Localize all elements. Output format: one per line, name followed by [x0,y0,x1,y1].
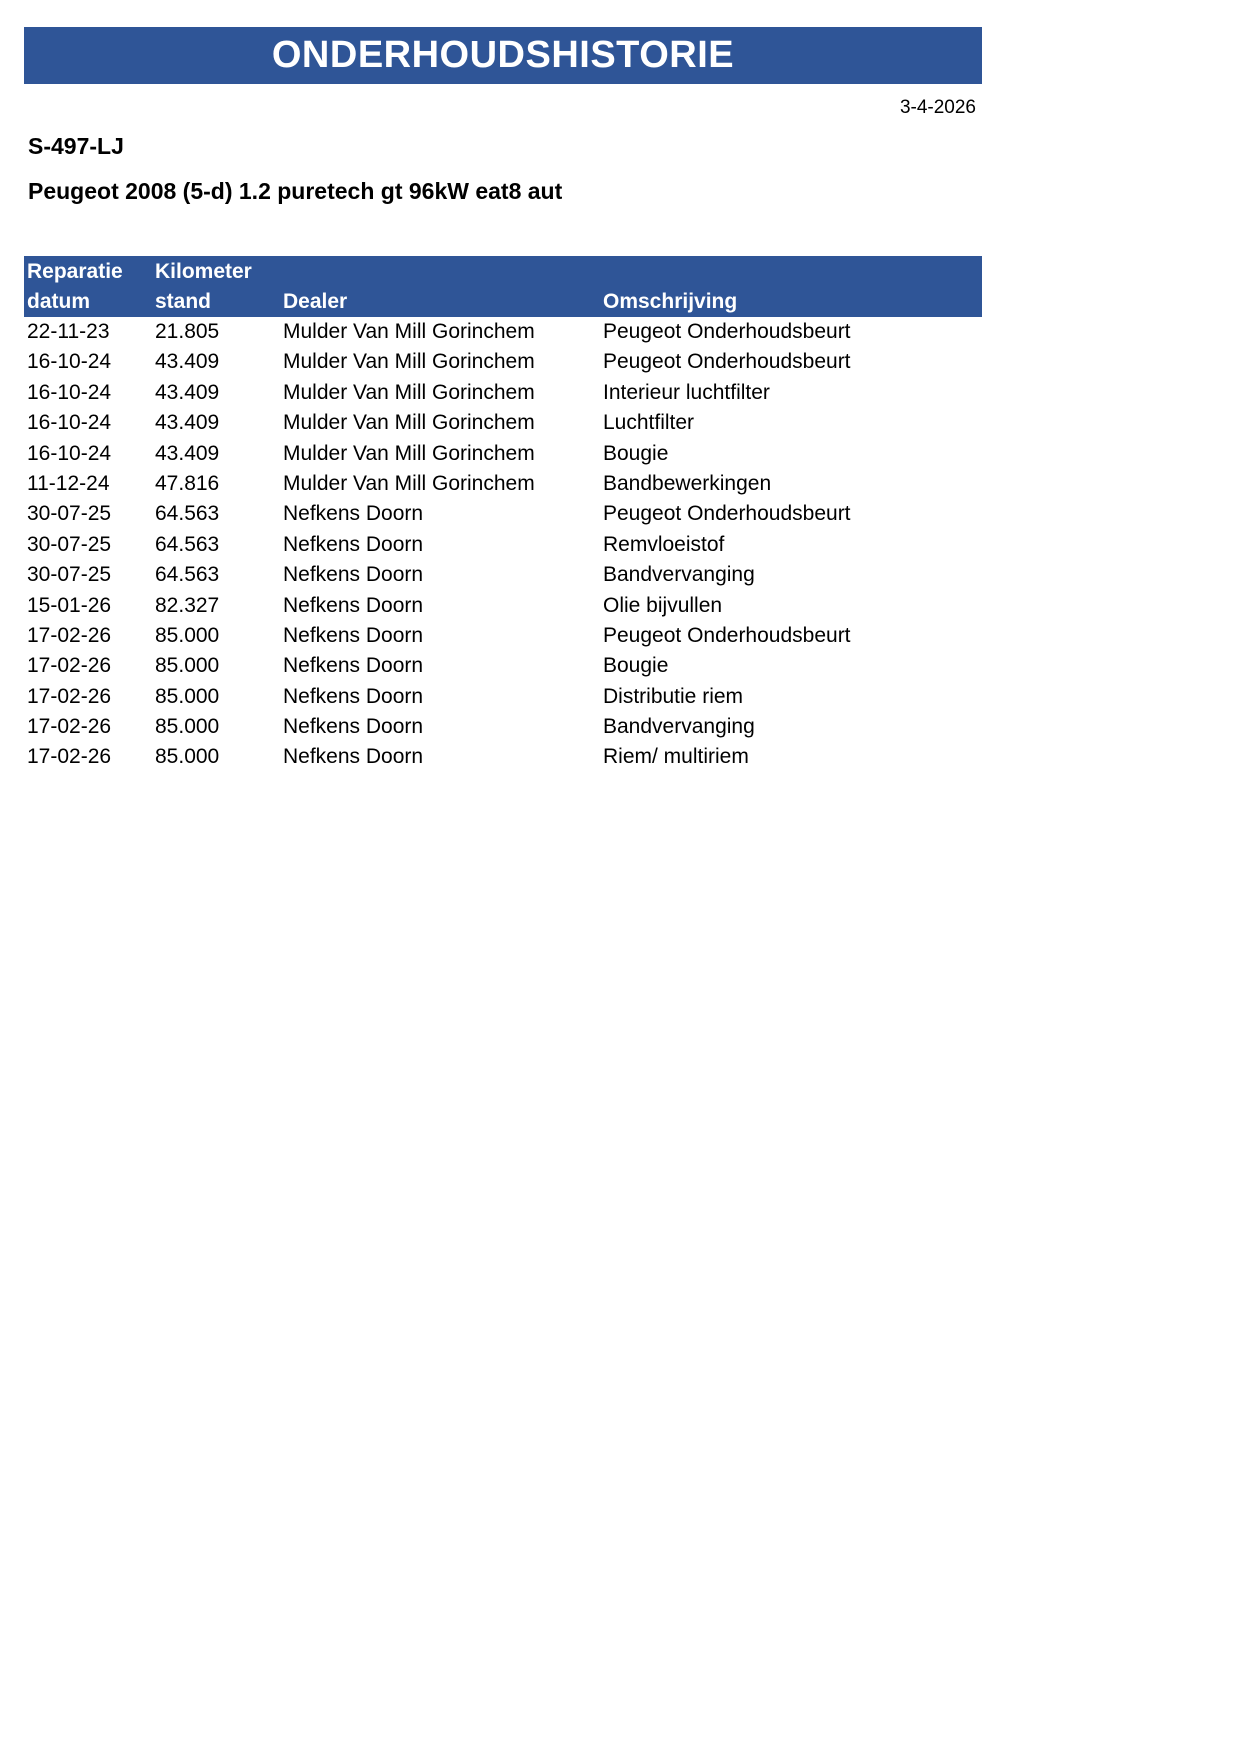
header-description: Omschrijving [603,290,738,313]
header-date-line2: datum [27,290,90,313]
table-row [24,621,982,651]
header-km-line2: stand [155,290,212,313]
cell-description: Luchtfilter [603,411,695,435]
cell-date: 11-12-24 [27,471,110,495]
cell-km: 85.000 [155,745,220,769]
page-title-text: ONDERHOUDSHISTORIE [271,34,735,76]
cell-dealer: Nefkens Doorn [283,715,424,739]
cell-description: Bougie [603,654,669,678]
cell-date: 15-01-26 [27,593,112,617]
cell-dealer: Nefkens Doorn [283,745,424,769]
cell-km: 21.805 [155,320,220,343]
cell-date: 16-10-24 [27,411,112,435]
table-row [24,469,982,499]
cell-description: Riem/ multiriem [603,745,749,769]
table-row [24,378,982,408]
cell-date: 17-02-26 [27,684,112,708]
cell-km: 43.409 [155,350,220,374]
cell-description: Peugeot Onderhoudsbeurt [603,350,851,374]
license-plate: S-497-LJ [28,133,124,159]
cell-date: 17-02-26 [27,715,112,739]
cell-dealer: Nefkens Doorn [283,563,424,587]
cell-dealer: Mulder Van Mill Gorinchem [283,471,535,495]
cell-date: 16-10-24 [27,350,112,374]
cell-date: 16-10-24 [27,441,112,465]
cell-description: Bougie [603,441,669,465]
cell-dealer: Mulder Van Mill Gorinchem [283,350,535,374]
cell-km: 47.816 [155,471,220,495]
table-row [24,439,982,469]
cell-description: Interieur luchtfilter [603,380,770,404]
table-row [24,682,982,712]
cell-date: 30-07-25 [27,532,112,556]
table-row [24,591,982,621]
page-title [24,27,982,84]
cell-dealer: Nefkens Doorn [283,532,424,556]
cell-km: 85.000 [155,623,220,647]
cell-dealer: Nefkens Doorn [283,502,424,526]
table-row [24,560,982,590]
cell-date: 30-07-25 [27,502,112,526]
table-header [24,256,982,317]
cell-km: 82.327 [155,593,220,617]
table-row [24,317,982,347]
table-body [24,317,982,773]
cell-km: 85.000 [155,715,220,739]
cell-dealer: Nefkens Doorn [283,654,424,678]
cell-dealer: Nefkens Doorn [283,684,424,708]
cell-km: 64.563 [155,502,220,526]
cell-date: 30-07-25 [27,563,112,587]
cell-description: Peugeot Onderhoudsbeurt [603,320,851,343]
cell-dealer: Mulder Van Mill Gorinchem [283,411,535,435]
cell-description: Peugeot Onderhoudsbeurt [603,502,851,526]
maintenance-table [24,256,982,773]
cell-dealer: Mulder Van Mill Gorinchem [283,320,535,343]
cell-km: 85.000 [155,684,220,708]
cell-description: Distributie riem [603,684,744,708]
cell-description: Bandbewerkingen [603,471,772,495]
header-km-line1: Kilometer [155,260,252,283]
cell-dealer: Nefkens Doorn [283,593,424,617]
header-date-line1: Reparatie [27,260,123,283]
cell-description: Peugeot Onderhoudsbeurt [603,623,851,647]
cell-date: 16-10-24 [27,380,112,404]
cell-km: 43.409 [155,441,220,465]
table-row [24,651,982,681]
table-row [24,530,982,560]
table-row [24,408,982,438]
cell-date: 22-11-23 [27,320,110,343]
cell-km: 85.000 [155,654,220,678]
cell-date: 17-02-26 [27,745,112,769]
table-row [24,347,982,377]
cell-description: Bandvervanging [603,715,755,739]
cell-description: Bandvervanging [603,563,755,587]
cell-km: 43.409 [155,380,220,404]
document-date: 3-4-2026 [899,97,976,118]
cell-dealer: Nefkens Doorn [283,623,424,647]
header-dealer: Dealer [283,290,348,313]
cell-description: Olie bijvullen [603,593,723,617]
cell-date: 17-02-26 [27,623,112,647]
vehicle-description: Peugeot 2008 (5-d) 1.2 puretech gt 96kW eat8 aut [28,178,563,204]
cell-km: 64.563 [155,532,220,556]
cell-km: 43.409 [155,411,220,435]
cell-dealer: Mulder Van Mill Gorinchem [283,441,535,465]
cell-dealer: Mulder Van Mill Gorinchem [283,380,535,404]
cell-date: 17-02-26 [27,654,112,678]
cell-description: Remvloeistof [603,532,725,556]
cell-km: 64.563 [155,563,220,587]
table-row [24,712,982,742]
table-row [24,499,982,529]
table-row [24,742,982,772]
